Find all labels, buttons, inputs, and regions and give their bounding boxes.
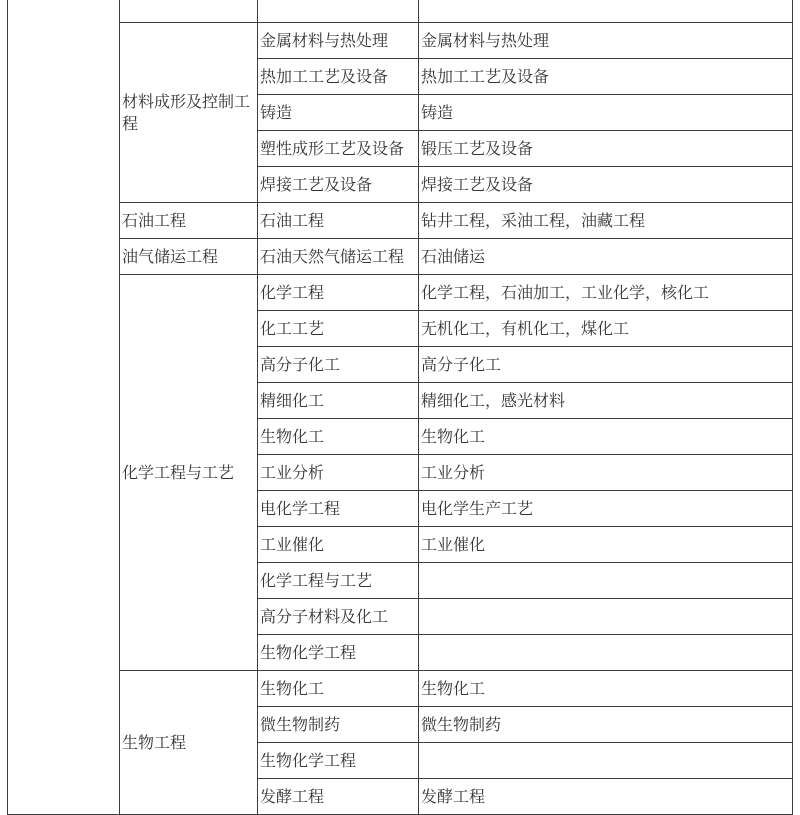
table-row bbox=[8, 275, 793, 311]
major-cell: 电化学工程 bbox=[258, 491, 419, 527]
major-cell: 热加工工艺及设备 bbox=[258, 59, 419, 95]
old-major-cell: 热加工工艺及设备 bbox=[419, 59, 793, 95]
old-major-cell: 石油储运 bbox=[419, 239, 793, 275]
old-major-cell: 生物化工 bbox=[419, 671, 793, 707]
major-cell: 化学工程与工艺 bbox=[258, 563, 419, 599]
old-major-cell bbox=[419, 0, 793, 23]
major-cell: 石油工程 bbox=[258, 203, 419, 239]
old-major-cell: 铸造 bbox=[419, 95, 793, 131]
group-name-cell bbox=[120, 0, 258, 23]
major-cell: 发酵工程 bbox=[258, 779, 419, 815]
table-row bbox=[8, 671, 793, 707]
outer-category-cell bbox=[8, 0, 120, 815]
table-body bbox=[8, 0, 793, 815]
major-cell: 精细化工 bbox=[258, 383, 419, 419]
old-major-cell: 焊接工艺及设备 bbox=[419, 167, 793, 203]
old-major-cell: 微生物制药 bbox=[419, 707, 793, 743]
table-row bbox=[8, 0, 793, 23]
major-cell: 生物化学工程 bbox=[258, 635, 419, 671]
major-cell: 焊接工艺及设备 bbox=[258, 167, 419, 203]
group-name-cell: 油气储运工程 bbox=[120, 239, 258, 275]
old-major-cell: 无机化工，有机化工，煤化工 bbox=[419, 311, 793, 347]
major-cell: 微生物制药 bbox=[258, 707, 419, 743]
major-cell: 高分子化工 bbox=[258, 347, 419, 383]
major-cell: 生物化工 bbox=[258, 671, 419, 707]
major-cell: 化学工程 bbox=[258, 275, 419, 311]
old-major-cell: 生物化工 bbox=[419, 419, 793, 455]
major-cell: 生物化工 bbox=[258, 419, 419, 455]
major-cell: 工业分析 bbox=[258, 455, 419, 491]
major-cell: 石油天然气储运工程 bbox=[258, 239, 419, 275]
old-major-cell: 锻压工艺及设备 bbox=[419, 131, 793, 167]
group-name-cell: 石油工程 bbox=[120, 203, 258, 239]
old-major-cell bbox=[419, 599, 793, 635]
old-major-cell: 化学工程，石油加工，工业化学，核化工 bbox=[419, 275, 793, 311]
major-cell: 工业催化 bbox=[258, 527, 419, 563]
old-major-cell: 精细化工，感光材料 bbox=[419, 383, 793, 419]
old-major-cell: 高分子化工 bbox=[419, 347, 793, 383]
major-cell: 高分子材料及化工 bbox=[258, 599, 419, 635]
major-cell: 生物化学工程 bbox=[258, 743, 419, 779]
major-cell: 塑性成形工艺及设备 bbox=[258, 131, 419, 167]
table-row bbox=[8, 23, 793, 59]
table-row bbox=[8, 203, 793, 239]
group-name-cell: 化学工程与工艺 bbox=[120, 275, 258, 671]
group-name-cell: 生物工程 bbox=[120, 671, 258, 815]
old-major-cell bbox=[419, 743, 793, 779]
major-cell: 铸造 bbox=[258, 95, 419, 131]
major-cell: 化工工艺 bbox=[258, 311, 419, 347]
old-major-cell: 金属材料与热处理 bbox=[419, 23, 793, 59]
old-major-cell bbox=[419, 563, 793, 599]
old-major-cell: 工业催化 bbox=[419, 527, 793, 563]
old-major-cell: 发酵工程 bbox=[419, 779, 793, 815]
major-mapping-table bbox=[7, 0, 793, 815]
table-row bbox=[8, 239, 793, 275]
old-major-cell bbox=[419, 635, 793, 671]
old-major-cell: 钻井工程，采油工程，油藏工程 bbox=[419, 203, 793, 239]
old-major-cell: 工业分析 bbox=[419, 455, 793, 491]
group-name-cell: 材料成形及控制工程 bbox=[120, 23, 258, 203]
major-cell bbox=[258, 0, 419, 23]
old-major-cell: 电化学生产工艺 bbox=[419, 491, 793, 527]
major-cell: 金属材料与热处理 bbox=[258, 23, 419, 59]
